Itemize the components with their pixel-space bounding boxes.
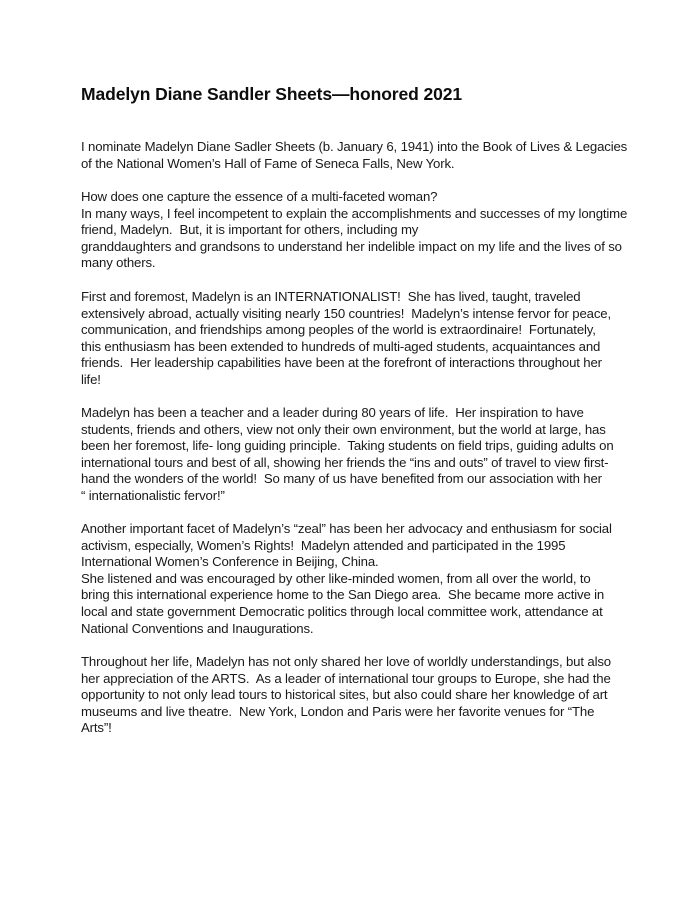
paragraph-teacher-leader [81, 405, 614, 505]
text-line: opportunity to not only lead tours to historical sites, but also could share her knowledge of art [81, 687, 608, 703]
text-line: In many ways, I feel incompetent to explain the accomplishments and successes of my longtime [81, 205, 628, 221]
text-line: museums and live theatre. New York, London and Paris were her favorite venues for “The [81, 703, 595, 719]
paragraph-activism [81, 521, 612, 637]
text-line: International Women’s Conference in Beijing, China. [81, 554, 379, 570]
text-line: bring this international experience home to the San Diego area. She became more active in [81, 587, 605, 603]
paragraph-internationalist [81, 289, 611, 389]
document-title: Madelyn Diane Sandler Sheets—honored 2021 [81, 84, 463, 104]
text-line: Madelyn has been a teacher and a leader during 80 years of life. Her inspiration to have [81, 405, 584, 420]
text-line: granddaughters and grandsons to understand her indelible impact on my life and the lives of so [81, 238, 622, 254]
text-line: First and foremost, Madelyn is an INTERNATIONALIST! She has lived, taught, traveled [81, 289, 581, 304]
paragraph-introduction [81, 189, 627, 272]
text-line: Another important facet of Madelyn’s “zeal” has been her advocacy and enthusiasm for social [81, 521, 612, 536]
text-line: been her foremost, life- long guiding principle. Taking students on field trips, guiding adults on [81, 438, 614, 454]
text-line: How does one capture the essence of a multi-faceted woman? [81, 189, 438, 204]
text-line: Arts”! [81, 720, 112, 736]
text-line: of the National Women’s Hall of Fame of Seneca Falls, New York. [81, 155, 455, 171]
text-line: She listened and was encouraged by other like-minded women, from all over the world, to [81, 570, 591, 586]
text-line: extensively abroad, actually visiting nearly 150 countries! Madelyn’s intense fervor for peace, [81, 305, 611, 321]
text-line: life! [81, 371, 101, 387]
paragraph-arts [81, 654, 611, 737]
text-line: hand the wonders of the world! So many of us have benefited from our association with her [81, 471, 602, 487]
text-line: her appreciation of the ARTS. As a leader of international tour groups to Europe, she had the [81, 670, 611, 686]
text-line: many others. [81, 255, 156, 271]
paragraph-nomination [81, 139, 627, 172]
text-line: National Conventions and Inaugurations. [81, 620, 314, 636]
text-line: this enthusiasm has been extended to hundreds of multi-aged students, acquaintances and [81, 338, 601, 354]
text-line: local and state government Democratic politics through local committee work, attendance at [81, 603, 603, 619]
text-line: communication, and friendships among peoples of the world is extraordinaire! Fortunately, [81, 322, 596, 338]
text-line: friends. Her leadership capabilities have been at the forefront of interactions throughout her [81, 355, 602, 371]
text-line: Throughout her life, Madelyn has not only shared her love of worldly understandings, but also [81, 654, 611, 669]
text-line: I nominate Madelyn Diane Sadler Sheets (b. January 6, 1941) into the Book of Lives & Legacies [81, 139, 628, 154]
text-line: activism, especially, Women’s Rights! Madelyn attended and participated in the 1995 [81, 537, 566, 553]
text-line: friend, Madelyn. But, it is important for others, including my [81, 222, 419, 238]
text-line: international tours and best of all, showing her friends the “ins and outs” of travel to view first- [81, 454, 609, 470]
text-line: “ internationalistic fervor!” [81, 487, 225, 503]
text-line: students, friends and others, view not only their own environment, but the world at large, has [81, 421, 606, 437]
